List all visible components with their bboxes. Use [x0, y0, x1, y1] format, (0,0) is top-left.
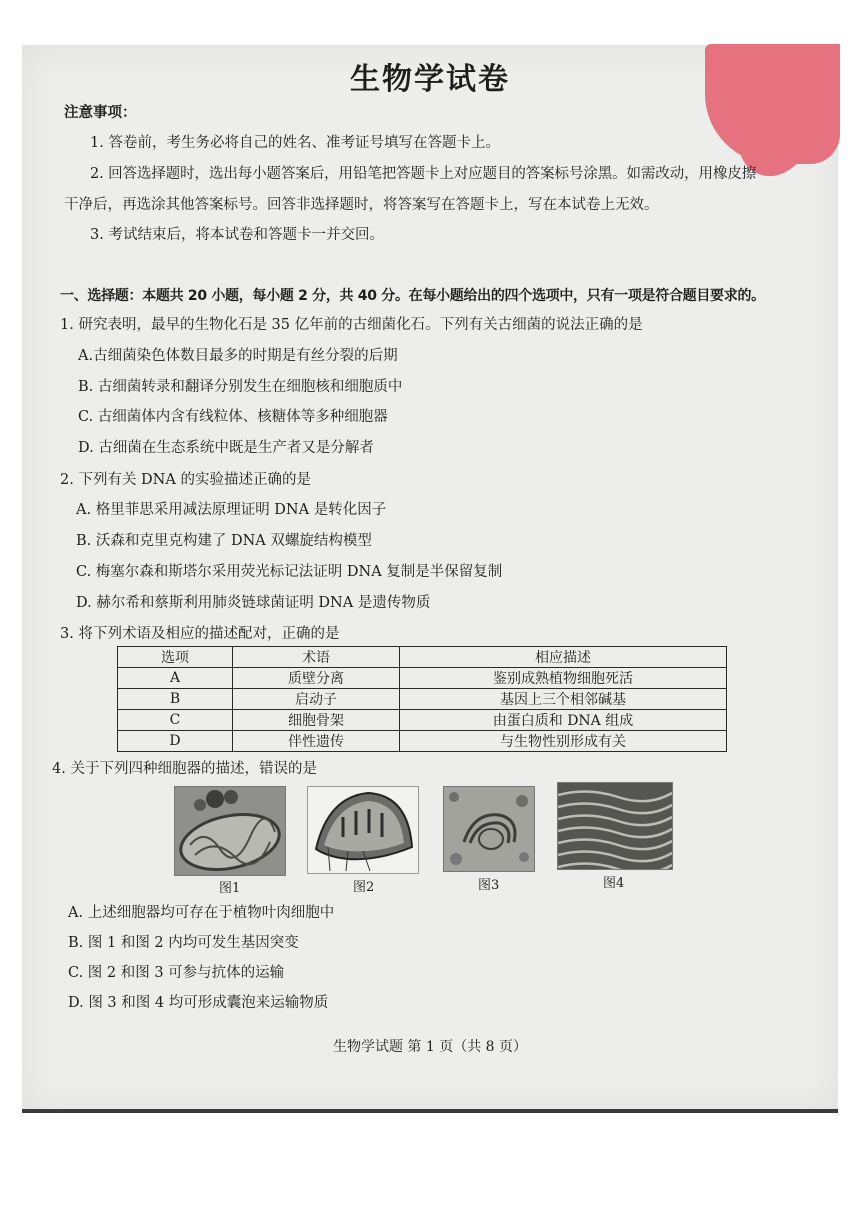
mitochondrion-micrograph — [175, 787, 285, 875]
table-row — [118, 689, 727, 710]
notice-item-1: 1. 答卷前，考生务必将自己的姓名、准考证号填写在答题卡上。 — [90, 135, 500, 151]
table-cell: C — [118, 710, 233, 731]
figure-3-caption: 图3 — [478, 878, 500, 893]
question-1-stem: 1. 研究表明，最早的生物化石是 35 亿年前的古细菌化石。下列有关古细菌的说法正确的是 — [60, 317, 643, 333]
question-2-option-b: B. 沃森和克里克构建了 DNA 双螺旋结构模型 — [76, 533, 372, 549]
table-row — [118, 731, 727, 752]
table-row — [118, 710, 727, 731]
question-2-stem: 2. 下列有关 DNA 的实验描述正确的是 — [60, 472, 311, 488]
table-cell: B — [118, 689, 233, 710]
table-cell: D — [118, 731, 233, 752]
notice-item-3: 3. 考试结束后，将本试卷和答题卡一并交回。 — [90, 227, 384, 243]
table-cell: 由蛋白质和 DNA 组成 — [400, 710, 727, 731]
page-title: 生物学试卷 — [350, 62, 510, 97]
figure-3-image — [443, 786, 535, 872]
golgi-micrograph — [444, 787, 534, 871]
question-2-option-d: D. 赫尔希和蔡斯利用肺炎链球菌证明 DNA 是遗传物质 — [76, 595, 431, 611]
notice-heading: 注意事项： — [64, 105, 137, 121]
question-4-option-d: D. 图 3 和图 4 均可形成囊泡来运输物质 — [68, 995, 329, 1011]
table-cell: 与生物性别形成有关 — [400, 731, 727, 752]
section-heading: 一、选择题：本题共 20 小题，每小题 2 分，共 40 分。在每小题给出的四个选项中，只有一项是符合题目要求的。 — [60, 288, 765, 304]
figure-1-image — [174, 786, 286, 876]
question-1-option-a: A.古细菌染色体数目最多的时期是有丝分裂的后期 — [78, 348, 398, 364]
question-4-option-c: C. 图 2 和图 3 可参与抗体的运输 — [68, 965, 285, 981]
er-micrograph — [558, 783, 672, 869]
table-cell: 基因上三个相邻碱基 — [400, 689, 727, 710]
question-1-option-d: D. 古细菌在生态系统中既是生产者又是分解者 — [78, 440, 374, 456]
page-footer: 生物学试题 第 1 页（共 8 页） — [332, 1039, 528, 1055]
table-header-row — [118, 647, 727, 668]
question-1-option-c: C. 古细菌体内含有线粒体、核糖体等多种细胞器 — [78, 409, 388, 425]
question-4-option-b: B. 图 1 和图 2 内均可发生基因突变 — [68, 935, 299, 951]
figure-4-image — [557, 782, 673, 870]
figure-2-image — [307, 786, 419, 874]
notice-item-2-line-1: 2. 回答选择题时，选出每小题答案后，用铅笔把答题卡上对应题目的答案标号涂黑。如需改动，用橡皮擦 — [90, 166, 757, 182]
question-3-stem: 3. 将下列术语及相应的描述配对，正确的是 — [60, 626, 340, 642]
table-row — [118, 668, 727, 689]
question-2-option-a: A. 格里菲思采用减法原理证明 DNA 是转化因子 — [76, 502, 387, 518]
table-cell: 鉴别成熟植物细胞死活 — [400, 668, 727, 689]
table-cell: 质壁分离 — [233, 668, 400, 689]
chloroplast-drawing — [308, 787, 418, 873]
notice-item-2-line-2: 干净后，再选涂其他答案标号。回答非选择题时，将答案写在答题卡上，写在本试卷上无效。 — [64, 197, 659, 213]
table-cell: 启动子 — [233, 689, 400, 710]
table-header-cell: 相应描述 — [400, 647, 727, 668]
table-cell: 细胞骨架 — [233, 710, 400, 731]
figure-4-caption: 图4 — [603, 876, 625, 891]
question-4-option-a: A. 上述细胞器均可存在于植物叶肉细胞中 — [68, 905, 335, 921]
table-cell: A — [118, 668, 233, 689]
question-1-option-b: B. 古细菌转录和翻译分别发生在细胞核和细胞质中 — [78, 379, 403, 395]
question-2-option-c: C. 梅塞尔森和斯塔尔采用荧光标记法证明 DNA 复制是半保留复制 — [76, 564, 503, 580]
question-4-stem: 4. 关于下列四种细胞器的描述，错误的是 — [52, 761, 317, 777]
figure-1-caption: 图1 — [219, 881, 241, 896]
table-header-cell: 术语 — [233, 647, 400, 668]
figure-2-caption: 图2 — [353, 880, 375, 895]
table-header-cell: 选项 — [118, 647, 233, 668]
table-cell: 伴性遗传 — [233, 731, 400, 752]
terms-table — [117, 646, 727, 752]
